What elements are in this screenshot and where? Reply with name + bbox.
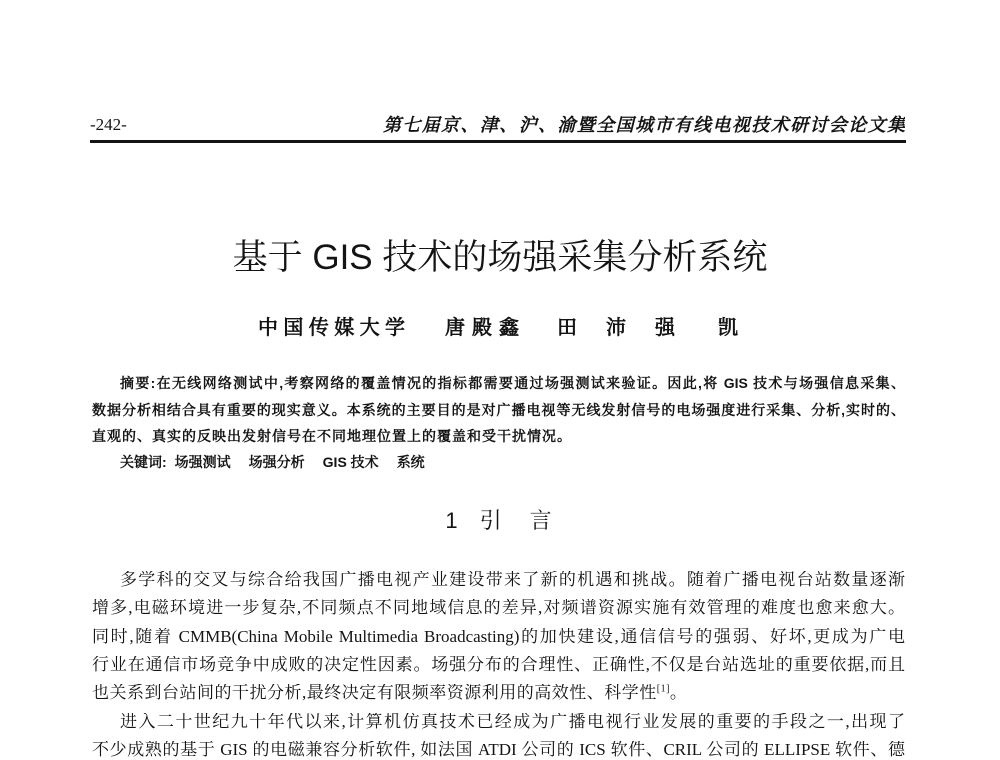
- abstract-label: 摘要:: [120, 375, 156, 391]
- body-line: 行业在通信市场竞争中成败的决定性因素。场强分布的合理性、正确性,不仅是台站选址的重要依据,而且: [92, 656, 905, 674]
- section-heading: [0, 507, 1000, 535]
- keywords-label: 关键词:: [120, 454, 167, 470]
- abstract-line: 直观的、真实的反映出发射信号在不同地理位置上的覆盖和受干扰情况。: [92, 428, 572, 444]
- author-name: 田 沛: [557, 317, 631, 339]
- abstract-text: 在无线网络测试中,考察网络的覆盖情况的指标都需要通过场强测试来验证。因此,将 GIS 技术与场强信息采集、: [155, 375, 905, 391]
- keyword-item: GIS 技术: [322, 454, 379, 470]
- header-rule: [90, 140, 906, 143]
- body-text: 。: [669, 684, 688, 702]
- body-line: 不少成熟的基于 GIS 的电磁兼容分析软件, 如法国 ATDI 公司的 ICS 软件、CRIL 公司的 ELLIPSE 软件、德: [92, 741, 905, 759]
- proceedings-title: 第七届京、津、沪、渝暨全国城市有线电视技术研讨会论文集: [383, 115, 905, 135]
- section-number: 1: [445, 508, 458, 533]
- author-name: 强 凯: [655, 317, 750, 339]
- author-affiliation: 中国传媒大学: [258, 317, 411, 339]
- body-line: 增多,电磁环境进一步复杂,不同频点不同地域信息的差异,对频谱资源实施有效管理的难度也愈来愈大。: [92, 599, 905, 617]
- body-line: 进入二十世纪九十年代以来,计算机仿真技术已经成为广播电视行业发展的重要的手段之一,出现了: [120, 713, 905, 731]
- keyword-item: 场强分析: [248, 454, 305, 470]
- page-number: -242-: [90, 115, 127, 134]
- body-line: [92, 684, 905, 702]
- keywords: [120, 453, 443, 471]
- abstract-line: 数据分析相结合具有重要的现实意义。本系统的主要目的是对广播电视等无线发射信号的电场强度进行采集、分析,实时的、: [92, 402, 905, 418]
- body-line: 多学科的交叉与综合给我国广播电视产业建设带来了新的机遇和挑战。随着广播电视台站数量逐渐: [120, 571, 905, 589]
- paper-title: 基于 GIS 技术的场强采集分析系统: [232, 238, 768, 277]
- citation-marker: [1]: [656, 684, 670, 695]
- author-name: 唐殿鑫: [445, 317, 526, 339]
- abstract-line: [120, 374, 905, 392]
- body-text: 也关系到台站间的干扰分析,最终决定有限频率资源利用的高效性、科学性: [92, 684, 657, 702]
- keyword-item: 系统: [396, 454, 425, 470]
- section-title: 引 言: [479, 508, 555, 533]
- body-line: 同时,随着 CMMB(China Mobile Multimedia Broadcasting)的加快建设,通信信号的强弱、好坏,更成为广电: [92, 628, 905, 646]
- keyword-item: 场强测试: [174, 454, 231, 470]
